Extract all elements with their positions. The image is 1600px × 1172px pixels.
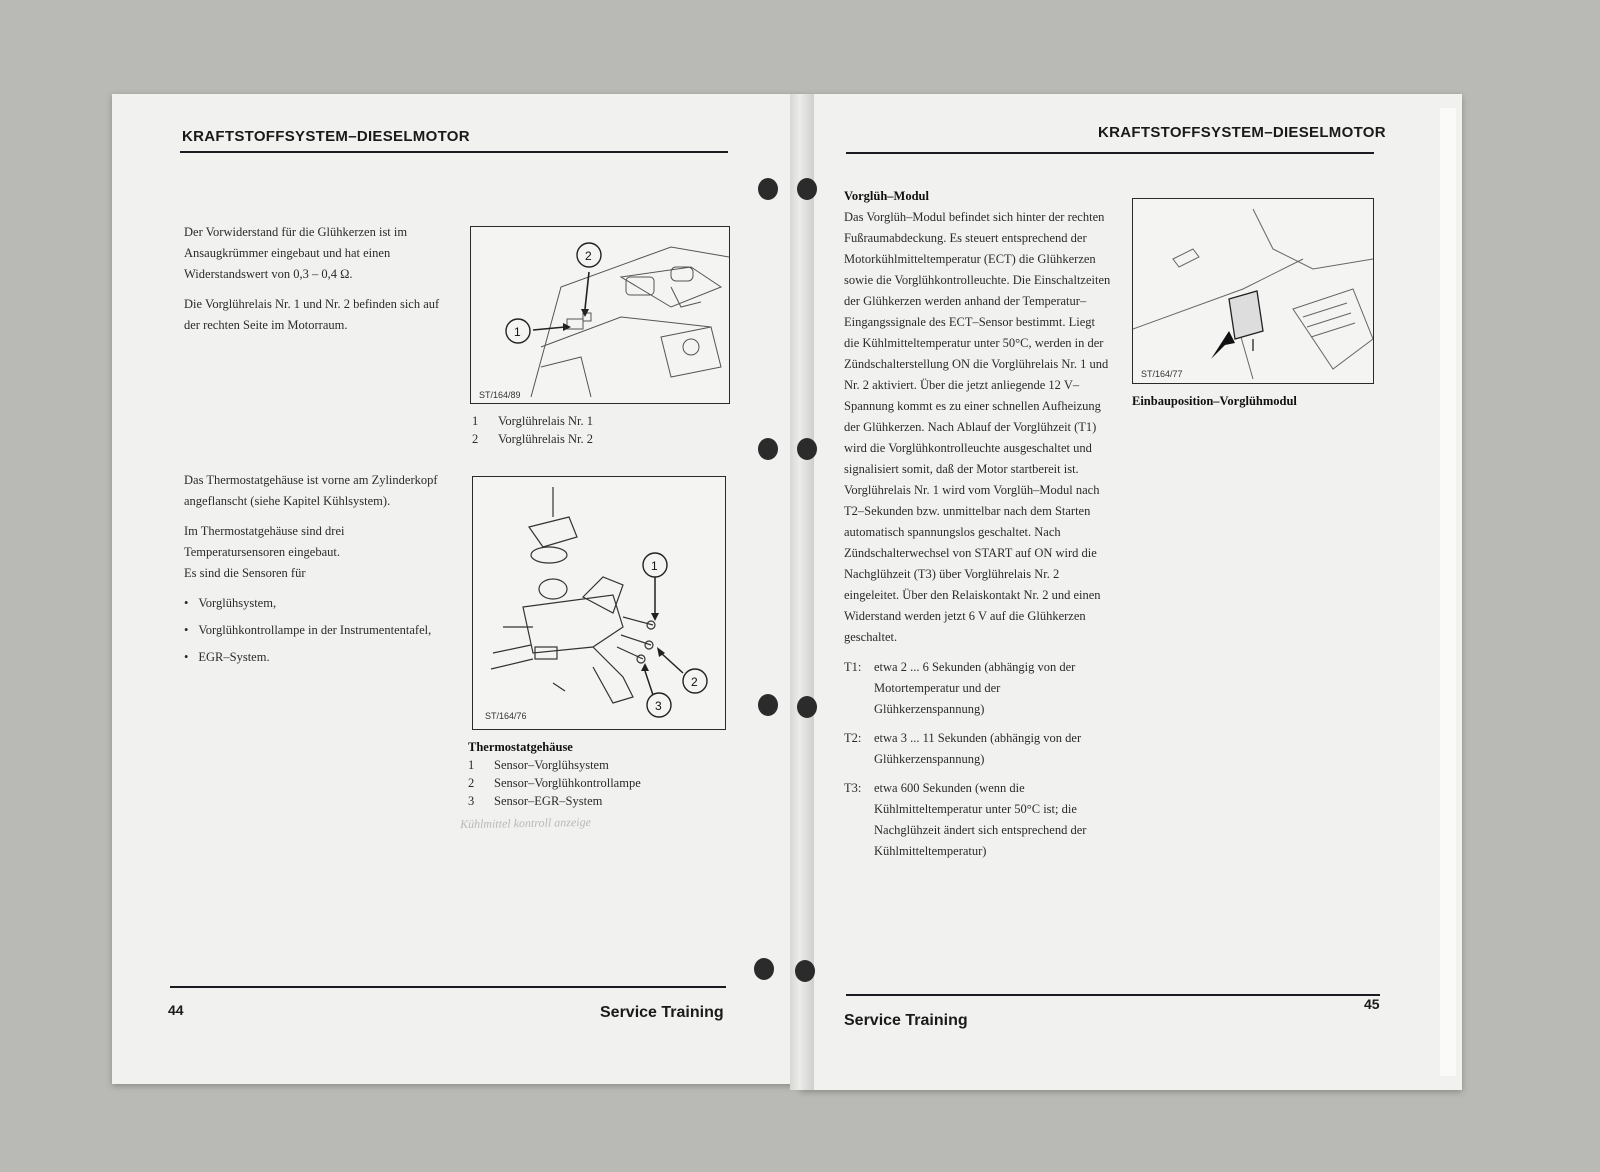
left-header-rule xyxy=(180,151,728,153)
paragraph-vorwiderstand: Der Vorwiderstand für die Glühkerzen ist im Ansaugkrümmer eingebaut und hat einen Widerstandswert von 0,3 – 0,4 Ω. xyxy=(184,225,408,281)
fig2-code: ST/164/76 xyxy=(485,711,527,721)
left-text-block-2 xyxy=(184,470,446,674)
fig2-callout-3: 3 xyxy=(655,699,662,713)
fig1-caption: 1 Vorglührelais Nr. 1 2 Vorglührelais Nr. 2 xyxy=(472,414,594,446)
thermostat-drawing xyxy=(473,477,725,729)
figure-engine-bay xyxy=(470,226,730,404)
fig2-title: Thermostatgehäuse xyxy=(468,740,573,754)
fig1-code: ST/164/89 xyxy=(479,390,521,400)
binding-hole xyxy=(758,438,778,460)
fig3-caption: Einbauposition–Vorglühmodul xyxy=(1132,394,1297,408)
right-footer-rule xyxy=(846,994,1380,996)
paragraph-sensoren: Im Thermostatgehäuse sind drei Temperatursensoren eingebaut. xyxy=(184,524,345,559)
figure-module-position xyxy=(1132,198,1374,384)
pointer-arrow-icon xyxy=(1211,331,1235,359)
binding-hole xyxy=(795,960,815,982)
footer-brand-left: Service Training xyxy=(600,1004,724,1021)
paragraph-vorgluehrelais: Die Vorglührelais Nr. 1 und Nr. 2 befinden sich auf der rechten Seite im Motorraum. xyxy=(184,297,440,332)
fig1-callout-1: 1 xyxy=(514,325,521,339)
left-footer-rule xyxy=(170,986,726,988)
list-item: T2: etwa 3 ... 11 Sekunden (abhängig von der Glühkerzenspannung) xyxy=(844,731,1082,766)
fig2-callout-2: 2 xyxy=(691,675,698,689)
binding-hole xyxy=(754,958,774,980)
list-item: T3: etwa 600 Sekunden (wenn die Kühlmitteltemperatur unter 50°C ist; die Nachglühzeit ändert sich entsprechend der Kühlmitteltemperatur) xyxy=(844,781,1087,858)
binding-hole xyxy=(758,694,778,716)
binding-hole xyxy=(797,178,817,200)
page-edges xyxy=(1440,108,1456,1076)
figure-thermostat-housing xyxy=(472,476,726,730)
right-header-rule xyxy=(846,152,1374,154)
fig3-code: ST/164/77 xyxy=(1141,369,1183,379)
fig1-callout-2: 2 xyxy=(585,249,592,263)
list-item: • Vorglühkontrollampe in der Instrumententafel, xyxy=(184,623,432,637)
paragraph-sensoren-fuer: Es sind die Sensoren für xyxy=(184,566,306,580)
paragraph-thermostat: Das Thermostatgehäuse ist vorne am Zylinderkopf angeflanscht (siehe Kapitel Kühlsystem). xyxy=(184,473,438,508)
binding-hole xyxy=(797,696,817,718)
handwritten-note: Kühlmittel kontroll anzeige xyxy=(459,814,591,832)
module-position-drawing xyxy=(1133,199,1373,383)
page-number-right: 45 xyxy=(1364,996,1380,1012)
right-text-block xyxy=(844,186,1112,870)
list-item: T1: etwa 2 ... 6 Sekunden (abhängig von der Motortemperatur und der Glühkerzenspannung) xyxy=(844,660,1076,716)
fig2-caption: Thermostatgehäuse 1 Sensor–Vorglühsystem 2 Sensor–Vorglühkontrollampe 3 Sensor–EGR–System xyxy=(468,740,641,808)
engine-bay-drawing xyxy=(471,227,729,403)
left-header-title: KRAFTSTOFFSYSTEM–DIESELMOTOR xyxy=(182,128,470,145)
binding-hole xyxy=(797,438,817,460)
left-text-block-1 xyxy=(184,222,456,345)
fig2-callout-1: 1 xyxy=(651,559,658,573)
paragraph-vorglueh-modul: Das Vorglüh–Modul befindet sich hinter der rechten Fußraumabdeckung. Es steuert entsprechend der Motorkühlmitteltemperatur (ECT) die Glühkerzen sowie die Vorglühkontrolleuchte. Die Einschaltzeiten der Glühkerzen werden anhand der Temperatur–Eingangssignale des ECT–Sensor bestimmt. Liegt die Kühlmitteltemperatur unter 50°C, werden in der Zündschalterstellung ON die Vorglührelais Nr. 1 und Nr. 2 aktiviert. Über die jetzt anliegende 12 V–Spannung kommt es zu einer schnellen Aufheizung der Glühkerzen. Nach Ablauf der Vorglühzeit (T1) wird die Vorglühkontrolleuchte ausgeschaltet und signalisiert somit, daß der Motor startbereit ist. Vorglührelais Nr. 1 wird vom Vorglüh–Modul nach T2–Sekunden bzw. unmittelbar nach dem Starten automatisch spannungslos geschaltet. Nach Zündschalterwechsel von START auf ON wird die Nachglühzeit (T3) über Vorglührelais Nr. 2 eingeleitet. Über den Relaiskontakt Nr. 2 und einen Widerstand werden jetzt 6 V auf die Glühkerzen geschaltet. xyxy=(844,210,1111,644)
list-item: • Vorglühsystem, xyxy=(184,596,277,610)
page-number-left: 44 xyxy=(168,1002,184,1018)
book-spine xyxy=(790,94,814,1090)
section-title-vorglueh-modul: Vorglüh–Modul xyxy=(844,189,929,203)
binding-hole xyxy=(758,178,778,200)
right-header-title: KRAFTSTOFFSYSTEM–DIESELMOTOR xyxy=(1098,124,1386,141)
footer-brand-right: Service Training xyxy=(844,1012,968,1029)
list-item: • EGR–System. xyxy=(184,650,270,664)
